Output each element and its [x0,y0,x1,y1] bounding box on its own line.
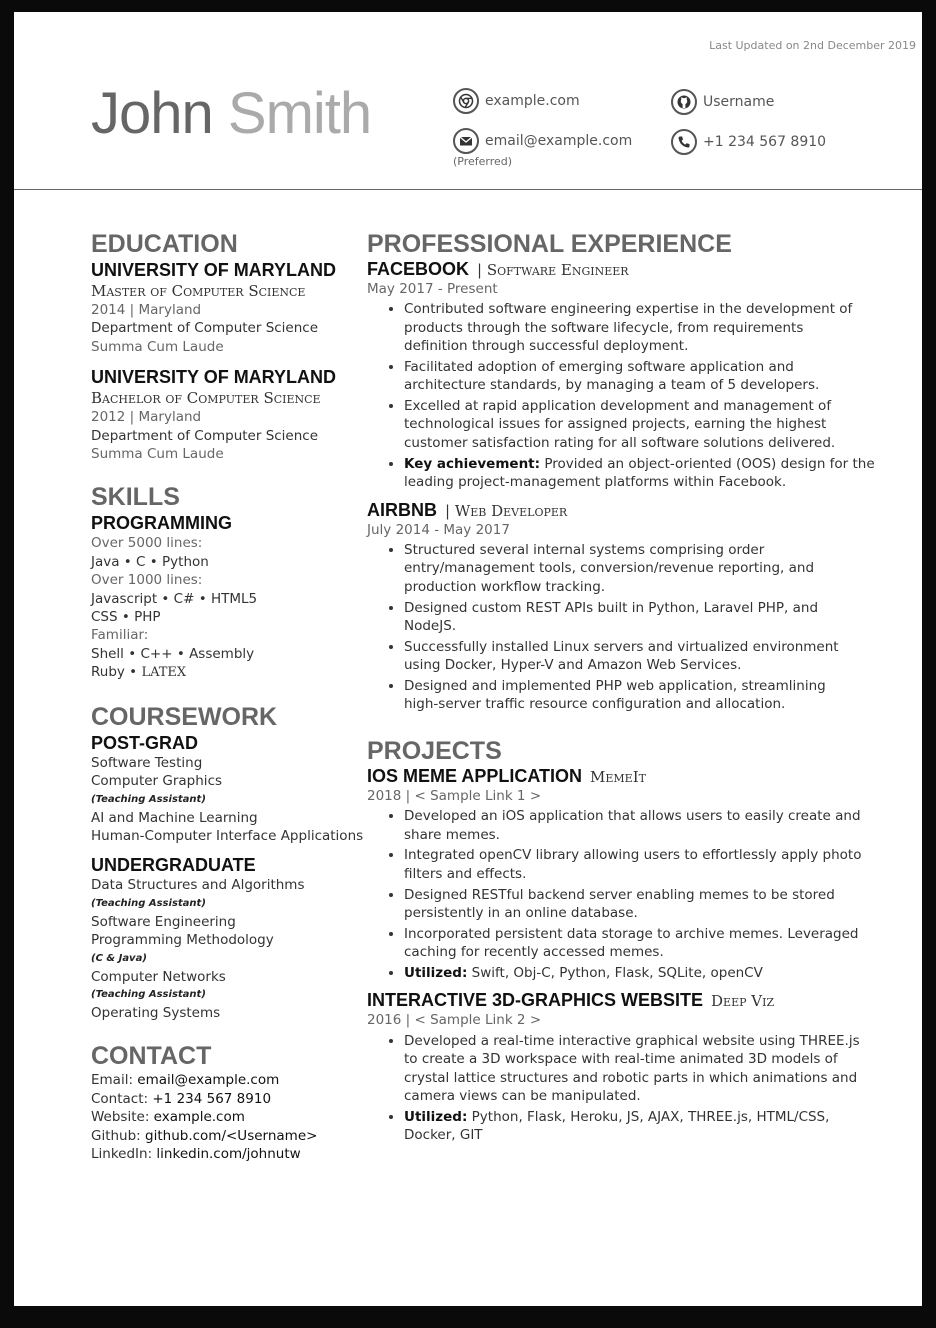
bullet-line: Designed custom REST APIs built in Python, Laravel PHP, and [404,599,819,616]
contact-row [91,1071,356,1089]
job-bullets [367,541,857,714]
bullet-line: to create a 3D workspace with real-time animated 3D models of [404,1051,838,1068]
course-item: Operating Systems [91,1004,221,1021]
department: Department of Computer Science [91,320,319,337]
bullet-line: caching for recently accessed memes. [404,944,664,961]
contact-label: Website: [91,1109,154,1126]
github-contact[interactable] [671,89,774,115]
bullet-item [404,886,857,923]
course-item: Software Testing [91,754,203,771]
contact-row [91,1127,356,1145]
contact-email-link[interactable]: email@example.com [137,1072,280,1089]
project-heading [367,990,857,1011]
bullet-item [404,455,875,492]
bullet-line: production workflow tracking. [404,578,606,595]
bullet-line: share memes. [404,826,500,843]
phone-text: +1 234 567 8910 [703,134,827,150]
resume-page [14,12,922,1306]
email-contact[interactable] [453,128,632,154]
bullet-line: using Docker, Hyper-V and Amazon Web Services. [404,657,742,674]
github-text: Username [703,94,775,110]
course-item: Computer Networks [91,968,226,985]
bullet-line: Contributed software engineering expertise in the development of [404,301,853,318]
job-heading [367,500,857,521]
email-text: email@example.com [485,133,633,149]
bullet-line: definition through successful deployment. [404,338,689,355]
job-heading [367,259,857,280]
bullet-line: Developed a real-time interactive graphical website using THREE.js [404,1032,860,1049]
project-bullets [367,1032,860,1145]
bullet-line: products through the software lifecycle, from requirements [404,319,804,336]
bullet-bold: Utilized: [404,1108,468,1125]
contact-row [91,1145,356,1163]
github-icon [671,89,697,115]
bullet-item [404,358,857,395]
bullet-item [404,397,857,452]
contact-row [91,1090,356,1108]
contact-github-link[interactable]: github.com/<Username> [145,1127,318,1144]
bullet-item [404,846,862,883]
bullet-item [404,638,857,675]
phone-icon [671,129,697,155]
bullet-item [404,964,857,982]
last-updated: Last Updated on 2nd December 2019 [709,39,916,52]
job-role: | Software Engineer [477,261,629,279]
bullet-bold: Key achievement: [404,455,541,472]
left-column [91,229,364,1163]
year-location: 2014 | Maryland [91,302,202,318]
skill-list: Shell • C++ • Assembly [91,645,255,662]
programming-subtitle: PROGRAMMING [91,513,232,534]
bullet-line: Incorporated persistent data storage to archive memes. Leveraged [404,925,859,942]
right-column [367,229,875,1147]
bullet-line: Excelled at rapid application development and management of [404,398,832,415]
skill-list [91,663,356,682]
bullet-item [404,1032,860,1106]
bullet-line: Python, Flask, Heroku, JS, AJAX, THREE.js, HTML/CSS, [467,1108,830,1125]
bullet-line: Provided an object-oriented (OOS) design for the [540,455,875,472]
skill-level-label: Over 5000 lines: [91,535,203,552]
phone-contact[interactable] [671,129,826,155]
coursework-title: COURSEWORK [91,702,278,731]
course-note: (C & Java) [91,952,147,964]
projects-title: PROJECTS [367,736,502,765]
contact-phone[interactable]: +1 234 567 8910 [152,1090,272,1107]
bullet-line: Integrated openCV library allowing users to effortlessly apply photo [404,847,862,864]
course-item: Data Structures and Algorithms [91,877,305,894]
bullet-line: entry/management tools, conversion/revenue reporting, and [404,560,815,577]
job-bullets [367,300,875,491]
bullet-line: leading project-management platforms within Facebook. [404,473,787,490]
course-note: (Teaching Assistant) [91,897,206,909]
bullet-item [404,677,857,714]
latex-logo: LATEX [141,665,187,681]
project-bullets [367,807,862,982]
bullet-item [404,807,861,844]
contact-row [91,1108,356,1126]
bullet-item [404,1108,857,1145]
course-item: Computer Graphics [91,773,223,790]
job-dates: May 2017 - Present [367,281,498,297]
bullet-line: architecture standards, by managing a team of 5 developers. [404,377,820,394]
skill-ruby: Ruby • [91,664,142,681]
honor: Summa Cum Laude [91,338,224,355]
undergrad-subtitle: UNDERGRADUATE [91,855,256,876]
department: Department of Computer Science [91,427,319,444]
bullet-line: technological issues for assigned projects, earning the highest [404,416,827,433]
contact-linkedin-link[interactable]: linkedin.com/johnutw [156,1145,301,1162]
school-name: UNIVERSITY OF MARYLAND [91,260,337,280]
course-item: Human-Computer Interface Applications [91,827,364,844]
bullet-line: crystal lattice structures and robotic parts in which animations and [404,1069,858,1086]
first-name: John [91,81,213,146]
bullet-line: Swift, Obj-C, Python, Flask, SQLite, openCV [467,964,763,981]
contact-label: Email: [91,1072,138,1089]
skills-title: SKILLS [91,483,180,512]
skill-level-label: Familiar: [91,627,149,644]
school-name: UNIVERSITY OF MARYLAND [91,367,337,388]
skill-level-label: Over 1000 lines: [91,572,203,589]
bullet-line: Designed RESTful backend server enabling memes to be stored [404,886,835,903]
project-dates[interactable]: 2016 | < Sample Link 2 > [367,1012,542,1029]
project-dates[interactable]: 2018 | < Sample Link 1 > [367,787,542,804]
bullet-line: high-server traffic resource configuration and allocation. [404,696,786,713]
skill-list: Java • C • Python [91,553,209,570]
bullet-line: Developed an iOS application that allows users to easily create and [404,808,861,825]
bullet-bold: Utilized: [404,964,468,981]
course-item: Software Engineering [91,913,236,930]
bullet-line: NodeJS. [404,617,457,634]
chrome-icon [453,88,479,114]
postgrad-subtitle: POST-GRAD [91,732,199,753]
degree: Master of Computer Science [91,282,306,300]
course-item: AI and Machine Learning [91,809,258,826]
education-title: EDUCATION [91,230,238,258]
experience-title: PROFESSIONAL EXPERIENCE [367,230,732,258]
contact-website-link[interactable]: example.com [153,1109,245,1126]
bullet-line: Structured several internal systems comprising order [404,542,765,559]
last-name: Smith [227,81,372,146]
company-name: FACEBOOK [367,259,470,279]
email-icon [453,128,479,154]
website-contact[interactable] [453,88,580,114]
project-tag: MemeIt [590,767,646,786]
contact-title: CONTACT [91,1042,212,1071]
degree: Bachelor of Computer Science [91,389,321,408]
course-item: Programming Methodology [91,932,274,949]
course-note: (Teaching Assistant) [91,988,206,1000]
bullet-line: Facilitated adoption of emerging software application and [404,358,794,375]
bullet-line: filters and effects. [404,865,527,882]
bullet-item [404,541,857,596]
project-name: INTERACTIVE 3D-GRAPHICS WEBSITE [367,990,704,1011]
project-tag: Deep Viz [711,992,775,1011]
project-heading [367,766,857,787]
bullet-line: camera views can be manipulated. [404,1088,641,1105]
contact-label: LinkedIn: [91,1145,157,1162]
skill-list: CSS • PHP [91,609,161,626]
bullet-line: Designed and implemented PHP web application, streamlining [404,677,826,694]
bullet-line: Docker, GIT [404,1127,483,1144]
preferred-note: (Preferred) [453,155,513,168]
year-location: 2012 | Maryland [91,409,202,426]
header-divider [14,189,922,190]
bullet-item [404,925,857,962]
skill-list: Javascript • C# • HTML5 [91,590,258,607]
project-name: IOS MEME APPLICATION [367,765,583,786]
contact-label: Github: [91,1127,146,1144]
full-name [91,80,371,147]
contact-label: Contact: [91,1090,153,1107]
course-note: (Teaching Assistant) [91,793,206,805]
bullet-line: persistently in an online database. [404,904,638,921]
bullet-item [404,599,857,636]
website-text: example.com [485,93,580,109]
job-role: | Web Developer [445,501,568,520]
bullet-line: Successfully installed Linux servers and virtualized environment [404,638,839,655]
bullet-item [404,300,857,355]
job-dates: July 2014 - May 2017 [367,521,510,538]
company-name: AIRBNB [367,499,437,520]
bullet-line: customer satisfaction rating for all software solutions delivered. [404,434,836,451]
honor: Summa Cum Laude [91,446,224,463]
